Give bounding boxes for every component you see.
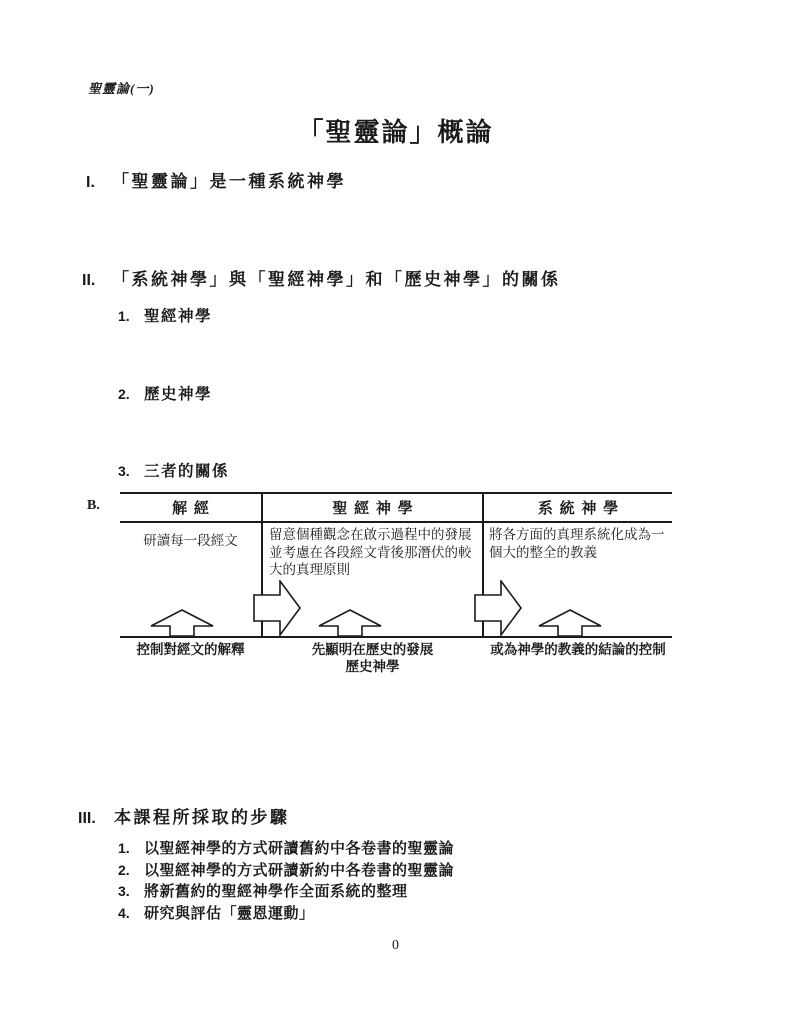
item-number: 3. bbox=[118, 463, 130, 479]
column-header-biblical-theology: 聖經神學 bbox=[332, 501, 420, 517]
item-text: 歷史神學 bbox=[144, 386, 213, 403]
table-header-border bbox=[120, 521, 672, 523]
page-title: 「聖靈論」概論 bbox=[297, 118, 494, 147]
item-number: 2. bbox=[118, 386, 130, 402]
item-number: 4. bbox=[118, 905, 130, 922]
section-i-numeral: I. bbox=[86, 174, 95, 191]
theology-relationship-diagram bbox=[87, 492, 672, 682]
list-item bbox=[118, 304, 212, 326]
section-ii-heading: 「系統神學」與「聖經神學」和「歷史神學」的關係 bbox=[112, 270, 561, 289]
item-number: 2. bbox=[118, 861, 130, 878]
item-text: 以聖經神學的方式研讀舊約中各卷書的聖靈論 bbox=[144, 841, 455, 857]
section-iii bbox=[78, 803, 290, 828]
caption-systematic-theology: 或為神學的教義的結論的控制 bbox=[490, 642, 666, 657]
section-i-heading: 「聖靈論」是一種系統神學 bbox=[112, 172, 346, 191]
caption-biblical-theology bbox=[263, 641, 482, 675]
header-note: 聖靈論(一) bbox=[88, 81, 155, 96]
item-number: 1. bbox=[118, 308, 130, 324]
list-item bbox=[118, 859, 454, 881]
list-item bbox=[118, 382, 212, 404]
list-item bbox=[118, 459, 229, 481]
section-ii-numeral: II. bbox=[82, 272, 96, 289]
caption-exegesis: 控制對經文的解釋 bbox=[136, 642, 245, 657]
list-item bbox=[118, 837, 454, 859]
column-header-exegesis: 解經 bbox=[172, 501, 216, 517]
table-top-border bbox=[120, 492, 672, 494]
column-header-systematic-theology: 系統神學 bbox=[537, 501, 625, 517]
up-arrow-icon bbox=[318, 609, 382, 637]
list-item bbox=[118, 880, 454, 902]
cell-systematic-theology-description: 將各方面的真理系統化成為一個大的整全的教義 bbox=[489, 527, 665, 560]
item-text: 將新舊約的聖經神學作全面系統的整理 bbox=[144, 884, 408, 901]
cell-biblical-theology-description: 留意個種觀念在啟示過程中的發展並考慮在各段經文背後那潛伏的較大的真理原則 bbox=[269, 527, 472, 577]
item-number: 1. bbox=[118, 840, 130, 856]
item-text: 研究與評估「靈恩運動」 bbox=[144, 906, 315, 923]
section-iii-heading: 本課程所採取的步驟 bbox=[114, 808, 290, 827]
page-number: 0 bbox=[392, 938, 399, 953]
caption-line-2: 歷史神學 bbox=[345, 659, 400, 674]
item-text: 以聖經神學的方式研讀新約中各卷書的聖靈論 bbox=[144, 862, 455, 879]
section-i bbox=[86, 167, 346, 192]
up-arrow-icon bbox=[150, 609, 214, 637]
item-text: 聖經神學 bbox=[144, 308, 213, 325]
diagram-label: B. bbox=[87, 498, 100, 513]
right-arrow-icon bbox=[474, 580, 522, 636]
item-number: 3. bbox=[118, 883, 130, 900]
right-arrow-icon bbox=[253, 580, 301, 636]
item-text: 三者的關係 bbox=[144, 463, 230, 480]
section-ii bbox=[82, 265, 561, 290]
cell-exegesis-description: 研讀每一段經文 bbox=[143, 533, 238, 548]
section-iii-numeral: III. bbox=[78, 810, 96, 827]
course-steps-list bbox=[118, 837, 454, 924]
up-arrow-icon bbox=[538, 609, 602, 637]
list-item bbox=[118, 902, 454, 924]
caption-line-1: 先顯明在歷史的發展 bbox=[311, 642, 434, 657]
